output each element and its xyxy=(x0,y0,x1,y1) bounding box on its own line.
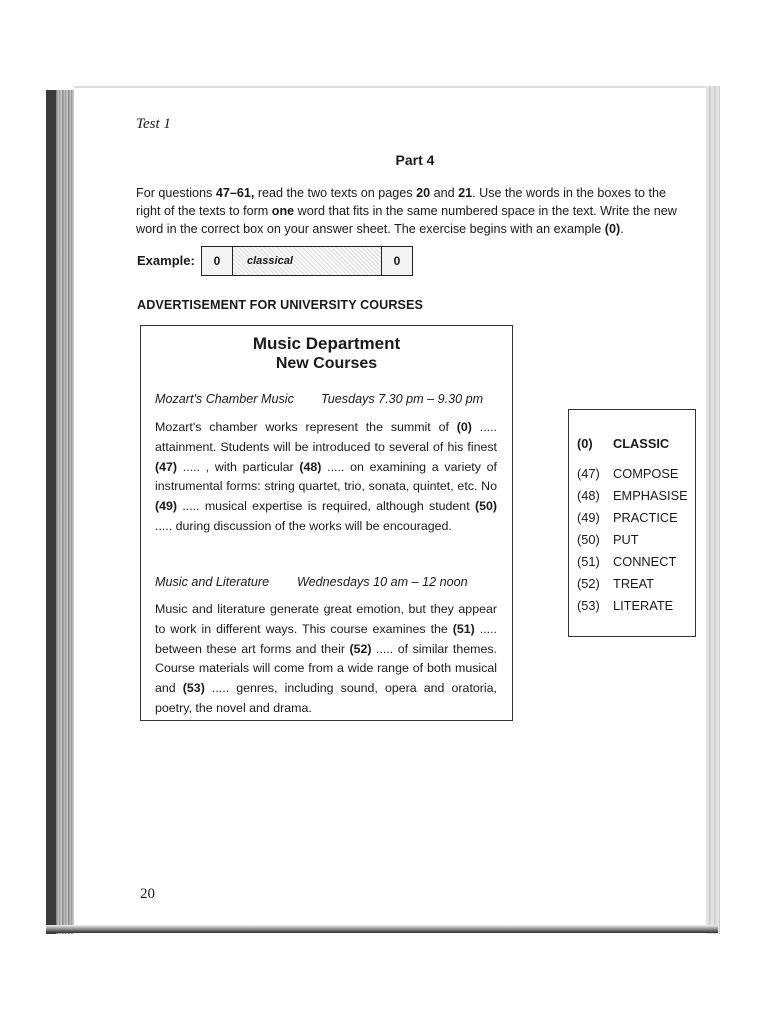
page-bottom-edge xyxy=(46,925,718,933)
course-text: Music and literature generate great emotion, but they appear to work in different ways. This course examines the xyxy=(155,602,497,636)
part-title: Part 4 xyxy=(395,152,435,168)
word-box-row xyxy=(577,532,639,547)
word-box-number: (50) xyxy=(577,532,600,547)
course-name: Music and Literature xyxy=(155,575,270,589)
example-number-right: 0 xyxy=(381,247,412,275)
instructions-text: and xyxy=(430,186,459,200)
word-box-word: EMPHASISE xyxy=(613,488,688,503)
page-ref: 21 xyxy=(458,186,473,200)
instructions-text: read the two texts on pages xyxy=(254,186,417,200)
course-text: Mozart's chamber works represent the summit of xyxy=(155,420,457,434)
word-box-number: (49) xyxy=(577,510,600,525)
word-box-word: COMPOSE xyxy=(613,466,679,481)
instructions xyxy=(136,184,692,238)
test-label: Test 1 xyxy=(136,116,171,132)
course-name: Mozart's Chamber Music xyxy=(155,392,294,406)
instructions-text: For questions xyxy=(136,186,216,200)
word-box-word: PUT xyxy=(613,532,639,547)
word-box-number: (52) xyxy=(577,576,600,591)
example-ref: (0) xyxy=(604,222,621,236)
gap-number: (0) xyxy=(456,420,472,434)
word-box-row xyxy=(577,510,678,525)
course-time: Wednesdays 10 am – 12 noon xyxy=(297,575,468,589)
course-text: ..... attainment. Students will be introduced to several of his finest xyxy=(155,420,498,454)
gap-number: (51) xyxy=(452,621,475,636)
word-box-word: CONNECT xyxy=(613,554,677,569)
word-box-row xyxy=(577,436,669,451)
word-box-word: CLASSIC xyxy=(613,436,670,451)
course-header xyxy=(155,575,468,589)
course-text: ..... between these art forms and their xyxy=(155,621,498,656)
course-text: ..... of similar themes. Course materials will come from a wide range of both musical and xyxy=(155,641,497,696)
word-box-word: PRACTICE xyxy=(613,510,678,525)
gap-number: (53) xyxy=(182,681,205,696)
course-header xyxy=(155,392,484,406)
word-box-row xyxy=(577,576,654,591)
instructions-text: . xyxy=(620,222,624,236)
instructions-text: . Use the words in the boxes to the right of the texts to form xyxy=(136,186,667,218)
course-description xyxy=(155,600,497,719)
instructions-text: word that fits in the same numbered space in the text. Write the new word in the correct box on your answer sheet. The exercise begins with an example xyxy=(136,204,677,236)
gap-number: (50) xyxy=(474,499,497,514)
page-right-edge xyxy=(706,86,720,934)
example-label: Example: xyxy=(137,253,195,268)
word-box-word: LITERATE xyxy=(613,598,674,613)
section-heading: ADVERTISEMENT FOR UNIVERSITY COURSES xyxy=(137,298,424,312)
gap-number: (52) xyxy=(349,641,372,656)
course-text: ..... during discussion of the works will be encouraged. xyxy=(155,518,452,533)
example-answer-box xyxy=(201,246,413,276)
example-word: classical xyxy=(247,255,293,267)
course-text: ..... on examining a variety of instrumental forms: string quartet, trio, sonata, quintet, etc. No xyxy=(155,459,497,494)
advert-title: Music Department xyxy=(252,334,401,353)
advert-subtitle: New Courses xyxy=(275,355,378,372)
word-box-row xyxy=(577,598,673,613)
page-top-edge xyxy=(74,86,714,88)
word-box-number: (47) xyxy=(577,466,600,481)
word-box-word: TREAT xyxy=(613,576,654,591)
course-text: ..... musical expertise is required, although student xyxy=(177,499,475,514)
word-box-number: (48) xyxy=(577,488,600,503)
page-ref: 20 xyxy=(416,186,431,200)
gap-number: (48) xyxy=(299,459,322,474)
page-number: 20 xyxy=(140,886,155,902)
emphasis-one: one xyxy=(271,204,295,218)
course-text: ..... , with particular xyxy=(177,459,300,474)
word-box-number: (53) xyxy=(577,598,600,613)
gap-number: (49) xyxy=(155,499,178,514)
example-number-left: 0 xyxy=(202,247,233,275)
word-box-number: (51) xyxy=(577,554,600,569)
word-box-row xyxy=(577,466,678,481)
course-text: ..... genres, including sound, opera and oratoria, poetry, the novel and drama. xyxy=(155,681,497,715)
book-spine-dark-edge xyxy=(46,90,56,934)
word-box-number: (0) xyxy=(577,436,593,451)
word-box-row xyxy=(577,554,676,569)
word-box xyxy=(568,409,696,637)
gap-number: (47) xyxy=(155,459,178,474)
course-time: Tuesdays 7.30 pm – 9.30 pm xyxy=(321,392,484,406)
advertisement-box xyxy=(140,325,513,721)
question-range: 47–61, xyxy=(215,186,255,200)
course-description xyxy=(155,418,497,537)
word-box-row xyxy=(577,488,688,503)
